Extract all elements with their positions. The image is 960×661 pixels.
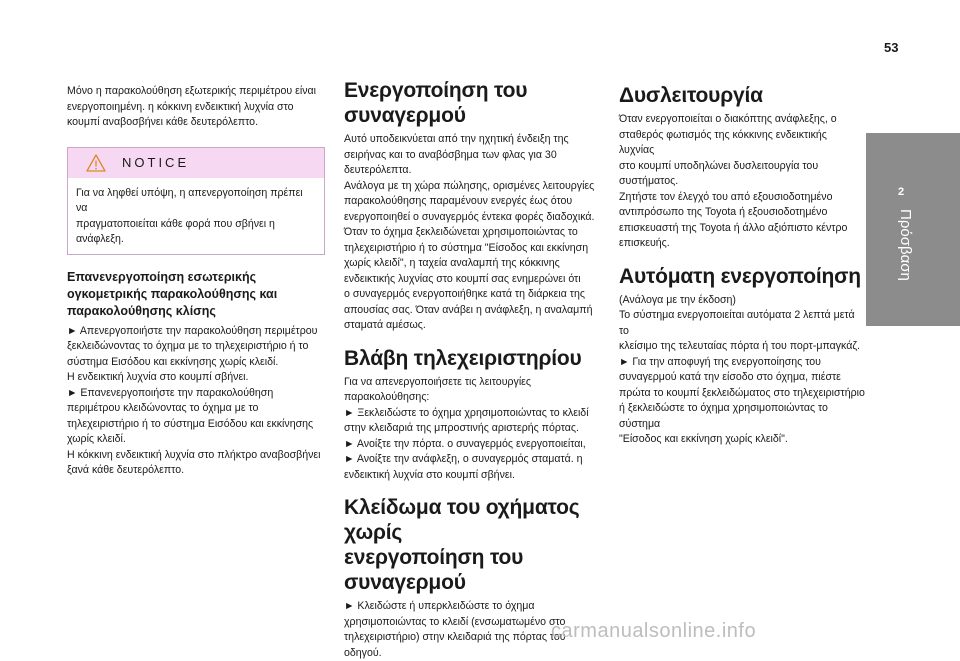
lock-without-alarm-heading: Κλείδωμα του οχήματος χωρίς ενεργοποίηση του συναγερμού (344, 496, 580, 594)
column-middle (344, 78, 602, 661)
malfunction-body: Όταν ενεργοποιείται ο διακόπτης ανάφλεξης, ο σταθερός φωτισμός της κόκκινης ενδεικτικής λυχνίας στο κουμπί υποδηλώνει δυσλειτουργία του συστήματος. Ζητήστε τον έλεγχό του από εξουσιοδοτημένο αντιπρόσωπο της Toyota ή εξουσιοδοτημένο επισκευαστή της Toyota ή άλλο αξιόπιστο κέντρο επισκευής. (619, 113, 848, 249)
lock-without-alarm-body: ► Κλειδώστε ή υπερκλειδώστε το όχημα χρησιμοποιώντας το κλειδί (ενσωματωμένο στο τηλεχειριστήριο) στην κλειδαριά της πόρτας του οδηγού. (344, 600, 566, 659)
remote-failure-body: Για να απενεργοποιήσετε τις λειτουργίες παρακολούθησης: ► Ξεκλειδώστε το όχημα χρησιμοποιώντας το κλειδί στην κλειδαριά της μπροστινής αριστερής πόρτας. ► Ανοίξτε την πόρτα. ο συναγερμός ενεργοποιείται, ► Ανοίξτε την ανάφλεξη, ο συναγερμός σταματά. η ενδεικτική λυχνία στο κουμπί σβήνει. (344, 375, 589, 481)
chapter-tab (866, 133, 960, 326)
alarm-activation-body: Αυτό υποδεικνύεται από την ηχητική ένδειξη της σειρήνας και το αναβόσβημα των φλας για 30 δευτερόλεπτα. Ανάλογα με τη χώρα πώλησης, ορισμένες λειτουργίες παρακολούθησης παραμένουν ενεργές έως ότου ενεργοποιηθεί ο συναγερμός έντεκα φορές διαδοχικά. Όταν το όχημα ξεκλειδώνεται χρησιμοποιώντας το τηλεχειριστήριο ή το σύστημα "Είσοδος και εκκίνηση χωρίς κλειδί", η ταχεία αναλαμπή της κόκκινης ενδεικτικής λυχνίας στο κουμπί σας ενημερώνει ότι ο συναγερμός ενεργοποιήθηκε κατά τη διάρκεια της απουσίας σας. Όταν ανάβει η ανάφλεξη, η αναλαμπή σταματά αμέσως. (344, 133, 595, 331)
auto-activation-body: (Ανάλογα με την έκδοση) Το σύστημα ενεργοποιείται αυτόματα 2 λεπτά μετά το κλείσιμο της τελευταίας πόρτα ή του πορτ-μπαγκάζ. ► Για την αποφυγή της ενεργοποίησης του συναγερμού κατά την είσοδο στο όχημα, πιέστε πρώτα το κουμπί ξεκλειδώματος στο τηλεχειριστήριο ή ξεκλειδώστε το όχημα χρησιμοποιώντας το σύστημα "Είσοδος και εκκίνηση χωρίς κλειδί". (619, 293, 865, 445)
column-left (67, 84, 325, 479)
alarm-activation-heading: Ενεργοποίηση του συναγερμού (344, 79, 528, 127)
chapter-number: 2 (897, 186, 905, 198)
intro-paragraph: Μόνο η παρακολούθηση εξωτερικής περιμέτρου είναι ενεργοποιημένη. η κόκκινη ενδεικτική λυχνία στο κουμπί αναβοσβήνει κάθε δευτερόλεπτο. (67, 85, 316, 128)
notice-title: NOTICE (122, 155, 190, 170)
reactivation-heading: Επανενεργοποίηση εσωτερικής ογκομετρικής παρακολούθησης και παρακολούθησης κλίσης (67, 269, 278, 318)
warning-triangle-icon (86, 154, 106, 172)
reactivation-body: ► Απενεργοποιήστε την παρακολούθηση περιμέτρου ξεκλειδώνοντας το όχημα με το τηλεχειριστήριο ή το σύστημα Εισόδου και εκκίνησης χωρίς κλειδί. Η ενδεικτική λυχνία στο κουμπί σβήνει. ► Επανενεργοποιήστε την παρακολούθηση περιμέτρου κλειδώνοντας το όχημα με το τηλεχειριστήριο ή το σύστημα Εισόδου και εκκίνησης χωρίς κλειδί. Η κόκκινη ενδεικτική λυχνία στο πλήκτρο αναβοσβήνει ξανά κάθε δευτερόλεπτο. (67, 324, 321, 476)
chapter-label: Πρόσβαση (897, 209, 914, 281)
malfunction-heading: Δυσλειτουργία (619, 84, 763, 107)
page-number: 53 (884, 40, 899, 55)
column-right (619, 83, 865, 448)
remote-failure-heading: Βλάβη τηλεχειριστηρίου (344, 346, 582, 370)
watermark: carmanualsonline.info (551, 620, 757, 642)
notice-box (67, 147, 325, 255)
auto-activation-heading: Αυτόματη ενεργοποίηση (619, 264, 861, 288)
notice-body: Για να ληφθεί υπόψη, η απενεργοποίηση πρέπει να πραγματοποιείται κάθε φορά που σβήνει η ανάφλεξη. (76, 186, 303, 245)
notice-header (68, 148, 324, 178)
